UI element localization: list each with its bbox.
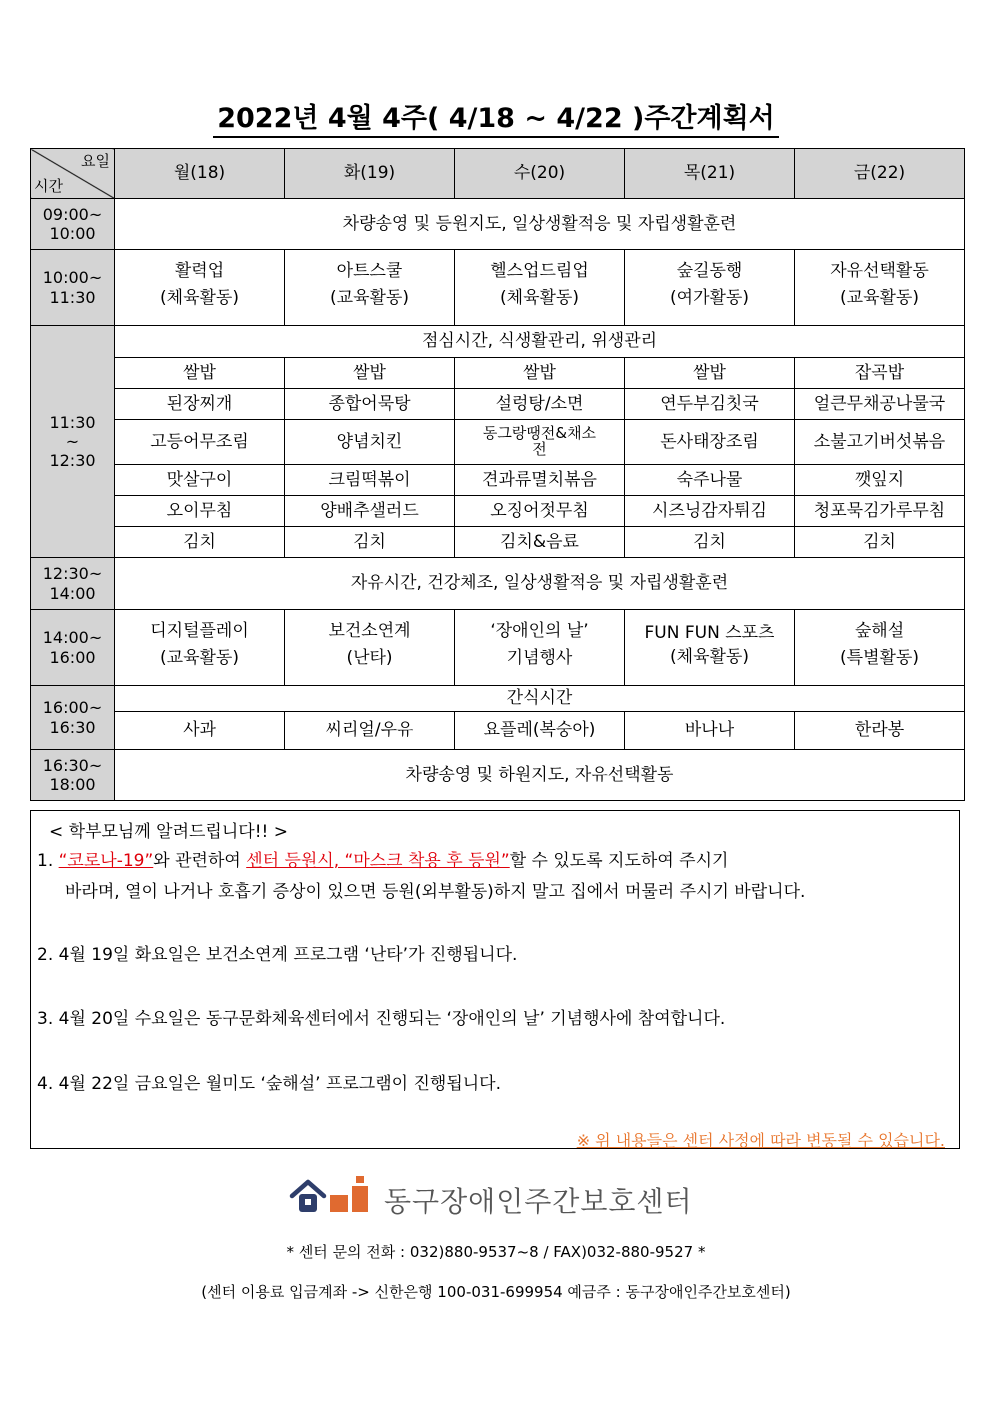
menu-cell: 쌀밥	[115, 358, 285, 389]
menu-cell: 김치	[795, 527, 965, 558]
program-cell: 숲길동행 (여가활동)	[625, 250, 795, 326]
menu-cell: 쌀밥	[625, 358, 795, 389]
day-header-wed: 수(20)	[455, 149, 625, 199]
menu-row	[31, 496, 965, 527]
day-header-thu: 목(21)	[625, 149, 795, 199]
time-cell: 12:30~ 14:00	[31, 558, 115, 610]
day-header-mon: 월(18)	[115, 149, 285, 199]
program-cell: 보건소연계 (난타)	[285, 610, 455, 686]
row-lunch-heading	[31, 326, 965, 358]
menu-cell: 양배추샐러드	[285, 496, 455, 527]
time-cell: 09:00~ 10:00	[31, 199, 115, 250]
snack-row	[31, 712, 965, 750]
program-cell: 숲해설 (특별활동)	[795, 610, 965, 686]
notice-item-2: 2. 4월 19일 화요일은 보건소연계 프로그램 ‘난타’가 진행됩니다.	[37, 945, 518, 965]
menu-row	[31, 358, 965, 389]
contact-phone: * 센터 문의 전화 : 032)880-9537~8 / FAX)032-880-9527 *	[286, 1243, 706, 1261]
notice-item-3: 3. 4월 20일 수요일은 동구문화체육센터에서 진행되는 ‘장애인의 날’ 기념행사에 참여합니다.	[37, 1009, 726, 1029]
program-cell: 헬스업드림업 (체육활동)	[455, 250, 625, 326]
menu-row	[31, 527, 965, 558]
notice-item-1-line2: 바라며, 열이 나거나 호흡기 증상이 있으면 등원(외부활동)하지 말고 집에서 머물러 주시기 바랍니다.	[65, 882, 806, 902]
menu-cell: 돈사태장조림	[625, 420, 795, 465]
menu-cell: 쌀밥	[285, 358, 455, 389]
day-header-tue: 화(19)	[285, 149, 455, 199]
time-cell-snack: 16:00~ 16:30	[31, 686, 115, 750]
menu-cell: 쌀밥	[455, 358, 625, 389]
menu-cell: 연두부김칫국	[625, 389, 795, 420]
day-header-fri: 금(22)	[795, 149, 965, 199]
parent-notice-box	[30, 810, 960, 1149]
snack-cell: 바나나	[625, 712, 795, 750]
menu-cell: 맛살구이	[115, 465, 285, 496]
corner-day-label: 요일	[81, 152, 110, 170]
menu-cell: 고등어무조림	[115, 420, 285, 465]
time-cell: 14:00~ 16:00	[31, 610, 115, 686]
notice-heading: < 학부모님께 알려드립니다!! >	[49, 822, 288, 842]
program-cell: 활력업 (체육활동)	[115, 250, 285, 326]
departure-activity: 차량송영 및 하원지도, 자유선택활동	[115, 750, 965, 801]
header-row	[31, 149, 965, 199]
menu-cell: 잡곡밥	[795, 358, 965, 389]
snack-heading: 간식시간	[115, 686, 965, 712]
program-cell: 디지털플레이 (교육활동)	[115, 610, 285, 686]
menu-cell: 소불고기버섯볶음	[795, 420, 965, 465]
payment-account: (센터 이용료 입금계좌 -> 신한은행 100-031-699954 예금주 : 동구장애인주간보호센터)	[201, 1283, 791, 1301]
menu-cell: 얼큰무채공나물국	[795, 389, 965, 420]
row-snack-heading	[31, 686, 965, 712]
corner-time-label: 시간	[34, 177, 63, 195]
change-notice: ※ 위 내용들은 센터 사정에 따라 변동될 수 있습니다.	[576, 1131, 945, 1150]
menu-cell: 김치&음료	[455, 527, 625, 558]
notice-item-4: 4. 4월 22일 금요일은 월미도 ‘숲해설’ 프로그램이 진행됩니다.	[37, 1074, 501, 1094]
notice-item-1: 1. “코로나-19”와 관련하여 센터 등원시, “마스크 착용 후 등원”할 수 있도록 지도하여 주시기	[37, 851, 729, 871]
free-time-activity: 자유시간, 건강체조, 일상생활적응 및 자립생활훈련	[115, 558, 965, 610]
menu-cell: 김치	[115, 527, 285, 558]
row-departure	[31, 750, 965, 801]
weekly-plan-table	[30, 148, 965, 801]
program-cell: 자유선택활동 (교육활동)	[795, 250, 965, 326]
menu-cell: 설렁탕/소면	[455, 389, 625, 420]
menu-cell: 깻잎지	[795, 465, 965, 496]
snack-cell: 씨리얼/우유	[285, 712, 455, 750]
row-afternoon-program	[31, 610, 965, 686]
menu-cell: 오이무침	[115, 496, 285, 527]
menu-cell: 오징어젓무침	[455, 496, 625, 527]
menu-cell: 시즈닝감자튀김	[625, 496, 795, 527]
menu-row	[31, 465, 965, 496]
menu-cell: 김치	[625, 527, 795, 558]
snack-cell: 사과	[115, 712, 285, 750]
menu-cell: 양념치킨	[285, 420, 455, 465]
time-cell-lunch: 11:30 ~ 12:30	[31, 326, 115, 558]
time-cell: 16:30~ 18:00	[31, 750, 115, 801]
center-logo-icon	[288, 1172, 378, 1222]
row-free-time	[31, 558, 965, 610]
row-morning-program	[31, 250, 965, 326]
menu-cell: 숙주나물	[625, 465, 795, 496]
arrival-activity: 차량송영 및 등원지도, 일상생활적응 및 자립생활훈련	[115, 199, 965, 250]
menu-cell: 견과류멸치볶음	[455, 465, 625, 496]
menu-cell: 종합어묵탕	[285, 389, 455, 420]
snack-cell: 한라봉	[795, 712, 965, 750]
menu-row	[31, 420, 965, 465]
menu-cell: 김치	[285, 527, 455, 558]
corner-cell	[31, 149, 115, 199]
menu-cell: 크림떡볶이	[285, 465, 455, 496]
time-cell: 10:00~ 11:30	[31, 250, 115, 326]
program-cell: ‘장애인의 날’ 기념행사	[455, 610, 625, 686]
page-title: 2022년 4월 4주( 4/18 ~ 4/22 )주간계획서	[0, 96, 992, 135]
menu-cell: 동그랑땡전&채소전	[455, 420, 625, 465]
center-name: 동구장애인주간보호센터	[384, 1185, 693, 1218]
lunch-heading: 점심시간, 식생활관리, 위생관리	[115, 326, 965, 358]
snack-cell: 요플레(복숭아)	[455, 712, 625, 750]
menu-cell: 청포묵김가루무침	[795, 496, 965, 527]
program-cell: FUN FUN 스포츠 (체육활동)	[625, 610, 795, 686]
menu-row	[31, 389, 965, 420]
menu-cell: 된장찌개	[115, 389, 285, 420]
program-cell: 아트스쿨 (교육활동)	[285, 250, 455, 326]
row-arrival	[31, 199, 965, 250]
